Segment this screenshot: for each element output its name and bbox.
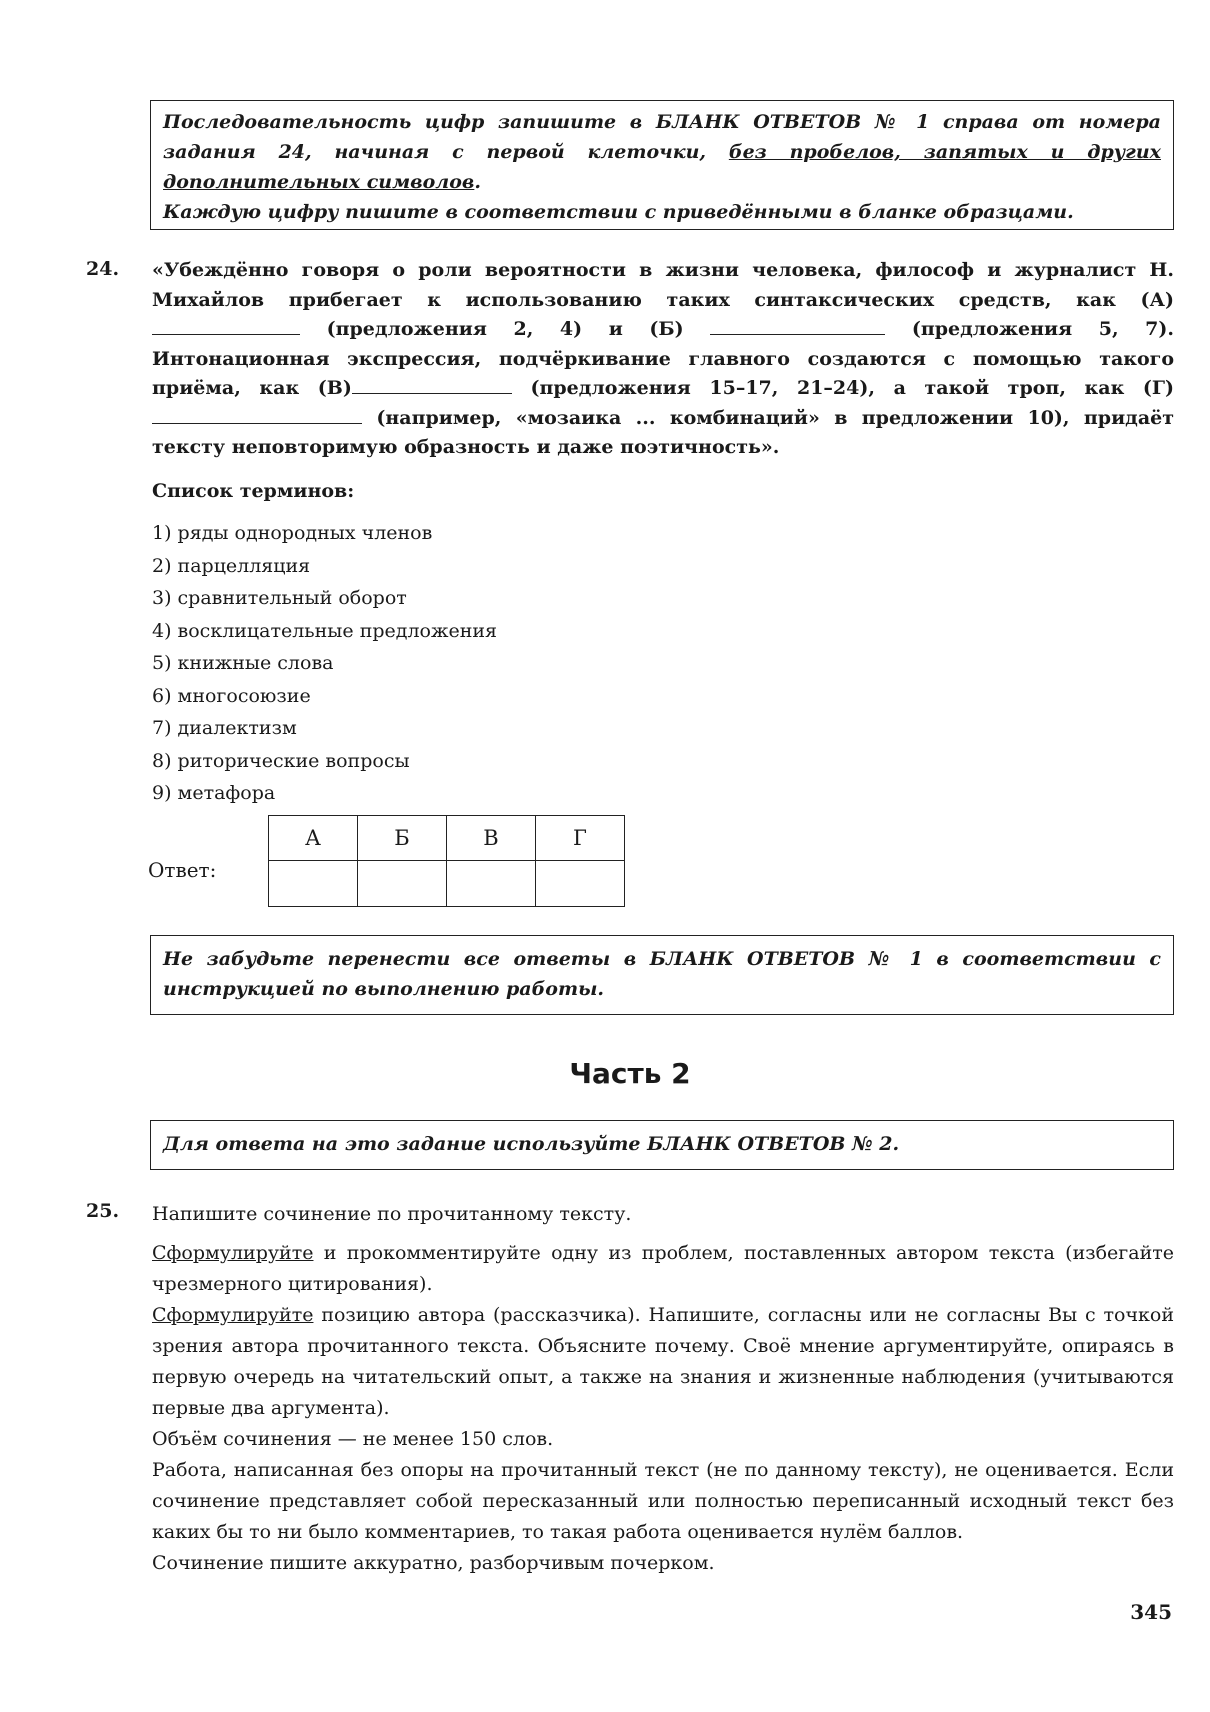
answer-header-v: В <box>447 816 536 861</box>
term-item: 5) книжные слова <box>152 652 334 674</box>
task-25-paragraph-5: Сочинение пишите аккуратно, разборчивым почерком. <box>152 1552 715 1574</box>
answer-header-g: Г <box>536 816 625 861</box>
instruction-text-2: Каждую цифру пишите в соответствии с приведёнными в бланке образцами. <box>163 201 1074 223</box>
term-item: 6) многосоюзие <box>152 684 311 707</box>
answer-cell-v[interactable] <box>447 861 536 907</box>
blank-v <box>352 375 512 394</box>
blank-g <box>152 405 362 424</box>
task-25-intro: Напишите сочинение по прочитанному тексту. <box>152 1203 632 1225</box>
instruction-transfer-text: Не забудьте перенести все ответы в БЛАНК ОТВЕТОВ № 1 в соответствии с инструкцией по выполнению работы. <box>163 948 1161 1000</box>
terms-list <box>152 517 497 810</box>
term-item: 1) ряды однородных членов <box>152 522 433 544</box>
task-24-text: «Убеждённо говоря о роли вероятности в жизни человека, философ и журналист Н. Михайлов прибегает к использованию таких синтаксических средств, как (А) (предложения 2, 4) и (Б) (предложения 5, 7). Интонационная экспрессия, подчёркивание главного создаются с помощью такого приёма, как (В) (предложения 15–17, 21–24), а такой троп, как (Г) (например, «мозаика ... комбинаций» в предложении 10), придаёт тексту неповторимую образность и даже поэтичность». <box>152 259 1175 458</box>
term-item: 3) сравнительный оборот <box>152 587 407 609</box>
term-item: 7) диалектизм <box>152 717 297 739</box>
task-25-paragraph-1: Сформулируйте и прокомментируйте одну из проблем, поставленных автором текста (избегайте чрезмерного цитирования). <box>152 1242 1174 1295</box>
blank-b <box>710 316 885 335</box>
instruction-box-answer-sheet-2 <box>150 1120 1174 1170</box>
answer-header-a: А <box>269 816 358 861</box>
answer-cell-g[interactable] <box>536 861 625 907</box>
task-25-number: 25. <box>86 1200 120 1222</box>
instruction-text-1: Последовательность цифр запишите в БЛАНК ОТВЕТОВ № 1 справа от номера задания 24, начиная с первой клеточки, без пробелов, запятых и других дополнительных символов. <box>163 111 1161 193</box>
instruction-sheet-2-text: Для ответа на это задание используйте БЛАНК ОТВЕТОВ № 2. <box>163 1133 900 1155</box>
task-24-number: 24. <box>86 258 120 280</box>
task-25-paragraph-3: Объём сочинения — не менее 150 слов. <box>152 1428 554 1450</box>
instruction-underlined-text: без пробелов, запятых и других дополнительных символов <box>163 141 1161 193</box>
instruction-box-answer-sheet-1 <box>150 100 1174 230</box>
part-2-title: Часть 2 <box>569 1057 691 1090</box>
term-item: 9) метафора <box>152 782 276 804</box>
term-item: 4) восклицательные предложения <box>152 619 498 642</box>
answer-cell-a[interactable] <box>269 861 358 907</box>
blank-a <box>152 316 300 335</box>
instruction-box-transfer-answers <box>150 935 1174 1015</box>
task-25-paragraph-2: Сформулируйте позицию автора (рассказчика). Напишите, согласны или не согласны Вы с точкой зрения автора прочитанного текста. Объясните почему. Своё мнение аргументируйте, опираясь в первую очередь на читательский опыт, а также на знания и жизненные наблюдения (учитываются первые два аргумента). <box>152 1304 1174 1419</box>
term-item: 2) парцелляция <box>152 554 311 577</box>
terms-list-title: Список терминов: <box>152 480 355 502</box>
term-item: 8) риторические вопросы <box>152 749 410 772</box>
task-25-paragraph-4: Работа, написанная без опоры на прочитанный текст (не по данному тексту), не оценивается. Если сочинение представляет собой пересказанный или полностью переписанный исходный текст без каких бы то ни было комментариев, то такая работа оценивается нулём баллов. <box>152 1459 1174 1543</box>
answer-label: Ответ: <box>148 858 217 882</box>
answer-header-b: Б <box>358 816 447 861</box>
answer-table <box>268 815 625 907</box>
task-25-text <box>152 1199 1174 1579</box>
answer-cell-b[interactable] <box>358 861 447 907</box>
page-number: 345 <box>1130 1600 1172 1624</box>
